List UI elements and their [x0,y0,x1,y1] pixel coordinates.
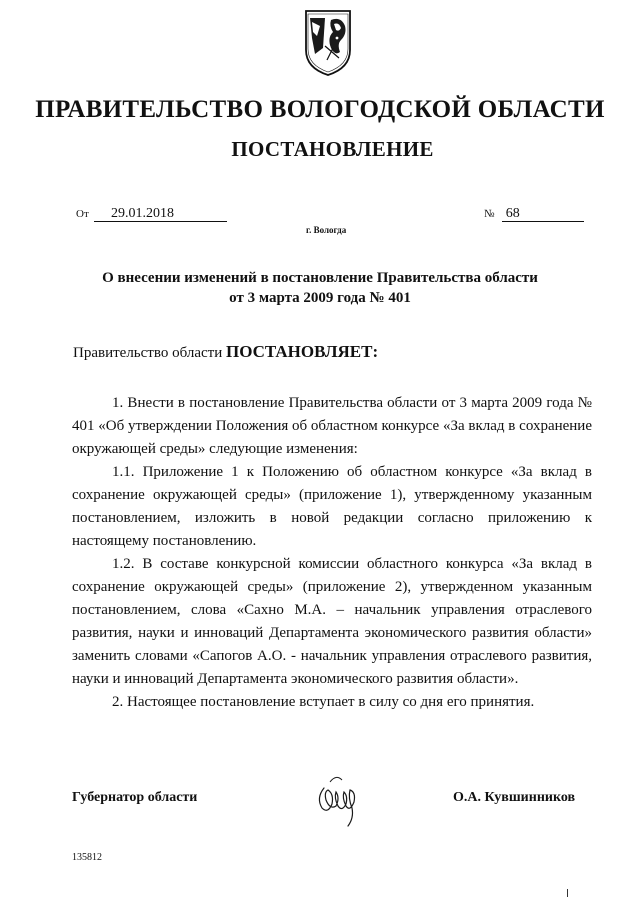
number-field [484,205,584,222]
subject-line-1: О внесении изменений в постановление Правительства области [102,270,538,286]
document-subject [100,268,540,308]
document-body [72,392,592,714]
paragraph-1: 1. Внести в постановление Правительства области от 3 марта 2009 года № 401 «Об утверждении Положения об областном конкурсе «За вклад в сохранение окружающей среды» следующие изменения: [72,395,592,457]
document-kind: ПОСТАНОВЛЕНИЕ [231,137,434,161]
paragraph-1-1: 1.1. Приложение 1 к Положению об областном конкурсе «За вклад в сохранение окружающей среды» (приложение 1), утвержденному указанным постановлением, изложить в новой редакции согласно приложению к настоящему постановлению. [72,464,592,549]
number-value: 68 [502,206,584,222]
city-name: г. Вологда [306,225,347,235]
registration-number: 135812 [72,852,102,863]
signer-name: О.А. Кувшинников [453,790,576,805]
preamble-decree-word: ПОСТАНОВЛЯЕТ: [225,342,379,361]
handwritten-signature [312,768,362,830]
signer-role: Губернатор области [72,790,198,805]
subject-line-2: от 3 марта 2009 года № 401 [229,290,411,306]
date-value: 29.01.2018 [94,206,227,222]
scan-mark [567,889,568,897]
government-title: ПРАВИТЕЛЬСТВО ВОЛОГОДСКОЙ ОБЛАСТИ [35,96,605,123]
preamble [73,342,378,362]
paragraph-2: 2. Настоящее постановление вступает в силу со дня его принятия. [112,694,535,710]
date-field [76,205,227,222]
number-label: № [484,208,495,220]
coat-of-arms-emblem [303,8,353,78]
paragraph-1-2: 1.2. В составе конкурсной комиссии областного конкурса «За вклад в сохранение окружающей среды» (приложение 2), утвержденном указанным постановлением, слова «Сахно М.А. – начальник управления отраслевого развития, науки и инноваций Департамента экономического развития области» заменить словами «Сапогов А.О. - начальник управления отраслевого развития, науки и инноваций Департамента экономического развития области». [72,556,592,687]
preamble-text: Правительство области [73,345,226,361]
date-label: От [76,208,89,220]
